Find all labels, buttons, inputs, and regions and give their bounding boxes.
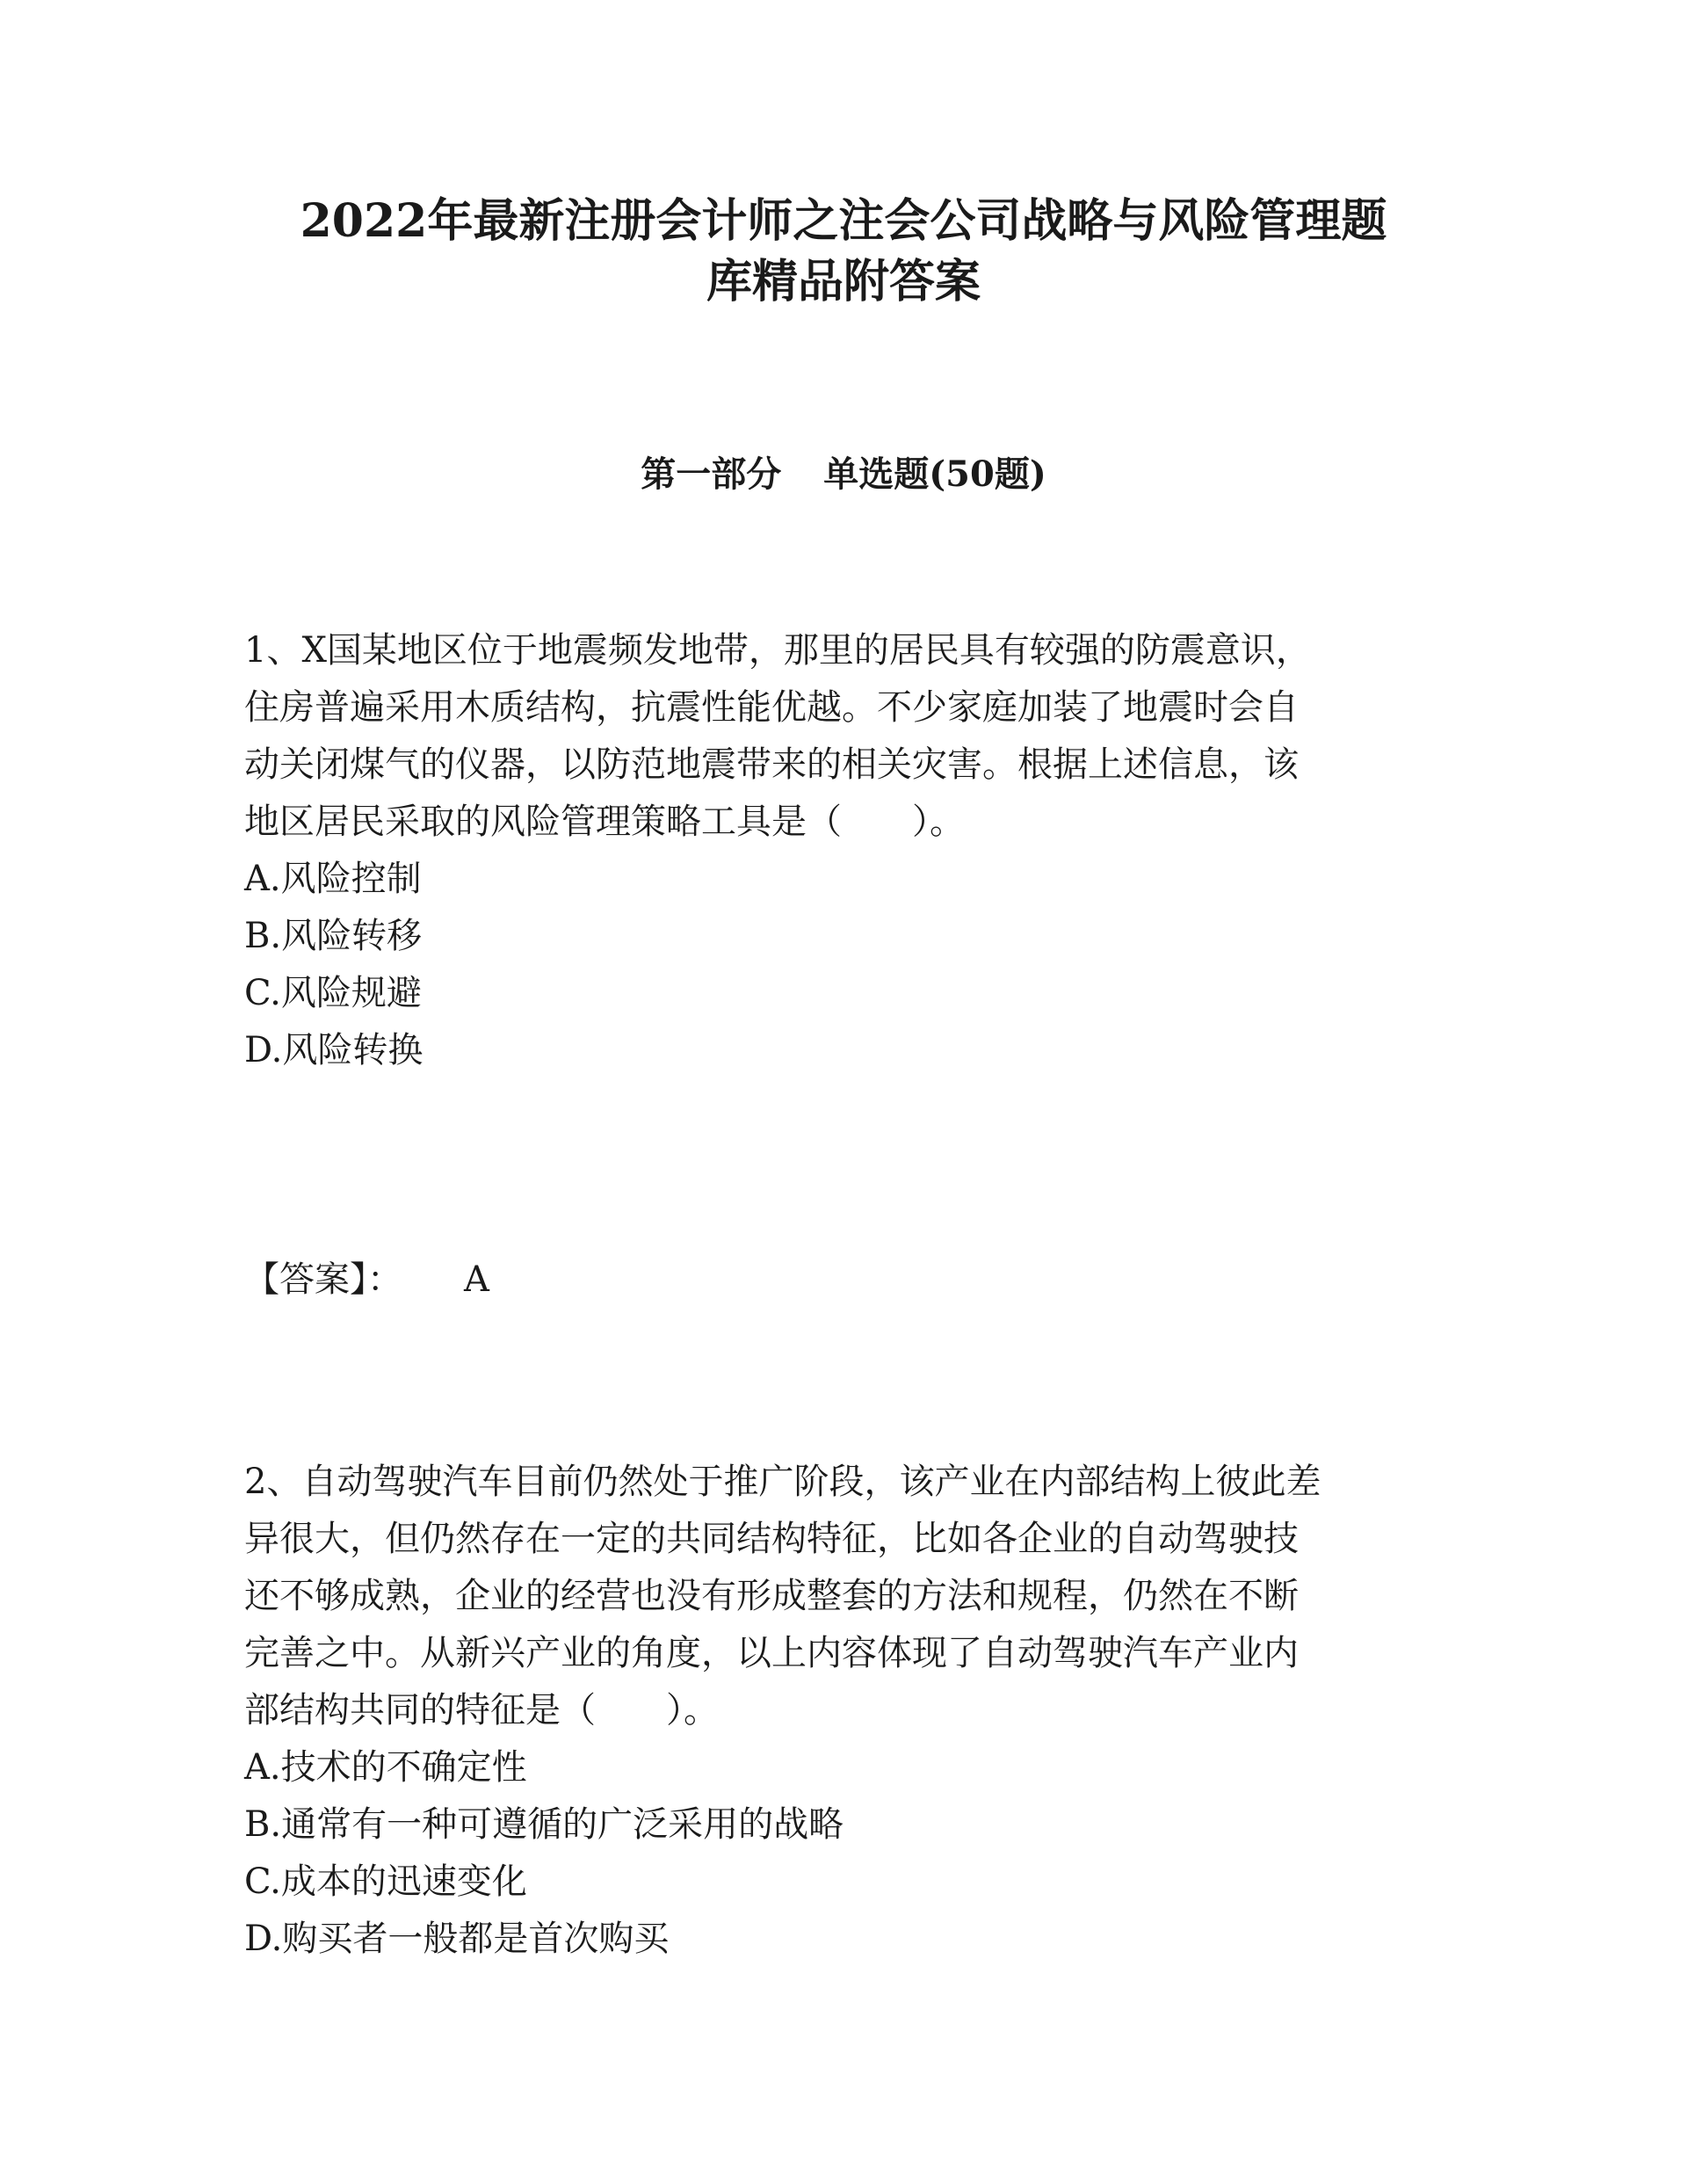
question-stem-line: 还不够成熟，企业的经营也没有形成整套的方法和规程，仍然在不断: [244, 1576, 1299, 1616]
option-d: D.购买者一般都是首次购买: [244, 1919, 670, 1959]
question-stem-line: 地区居民采取的风险管理策略工具是（ ）。: [244, 802, 965, 842]
question-1-answer: [244, 1252, 489, 1309]
section-heading: [228, 453, 1459, 496]
section-part-label: 第一部分: [641, 453, 782, 495]
option-a: A.风险控制: [244, 859, 422, 899]
question-1-stem: [244, 622, 1492, 851]
title-line-2: 库精品附答案: [706, 254, 981, 308]
option-c: C.成本的迅速变化: [244, 1861, 527, 1902]
answer-label: 【答案】：: [244, 1259, 402, 1300]
question-stem-line: 部结构共同的特征是（ ）。: [244, 1690, 719, 1731]
option-b: B.通常有一种可遵循的广泛采用的战略: [244, 1804, 844, 1845]
question-1-options: [244, 851, 1492, 1079]
question-2-stem: [244, 1454, 1492, 1739]
title-line-1: 2022年最新注册会计师之注会公司战略与风险管理题: [300, 194, 1387, 248]
answer-value: A: [464, 1259, 489, 1300]
option-a: A.技术的不确定性: [244, 1747, 527, 1788]
section-type-label: 单选题(50题): [823, 453, 1046, 495]
document-title: [228, 192, 1459, 312]
option-c: C.风险规避: [244, 973, 422, 1013]
question-stem-line: 完善之中。从新兴产业的角度，以上内容体现了自动驾驶汽车产业内: [244, 1633, 1299, 1673]
question-stem-line: 2、自动驾驶汽车目前仍然处于推广阶段，该产业在内部结构上彼此差: [244, 1462, 1321, 1502]
question-stem-line: 住房普遍采用木质结构，抗震性能优越。不少家庭加装了地震时会自: [244, 687, 1299, 728]
question-2-options: [244, 1739, 1492, 1968]
option-d: D.风险转换: [244, 1030, 424, 1070]
question-stem-line: 动关闭煤气的仪器，以防范地震带来的相关灾害。根据上述信息，该: [244, 744, 1299, 785]
option-b: B.风险转移: [244, 916, 423, 956]
question-stem-line: 1、X国某地区位于地震频发地带，那里的居民具有较强的防震意识，: [244, 630, 1311, 671]
question-stem-line: 异很大，但仍然存在一定的共同结构特征，比如各企业的自动驾驶技: [244, 1519, 1299, 1559]
